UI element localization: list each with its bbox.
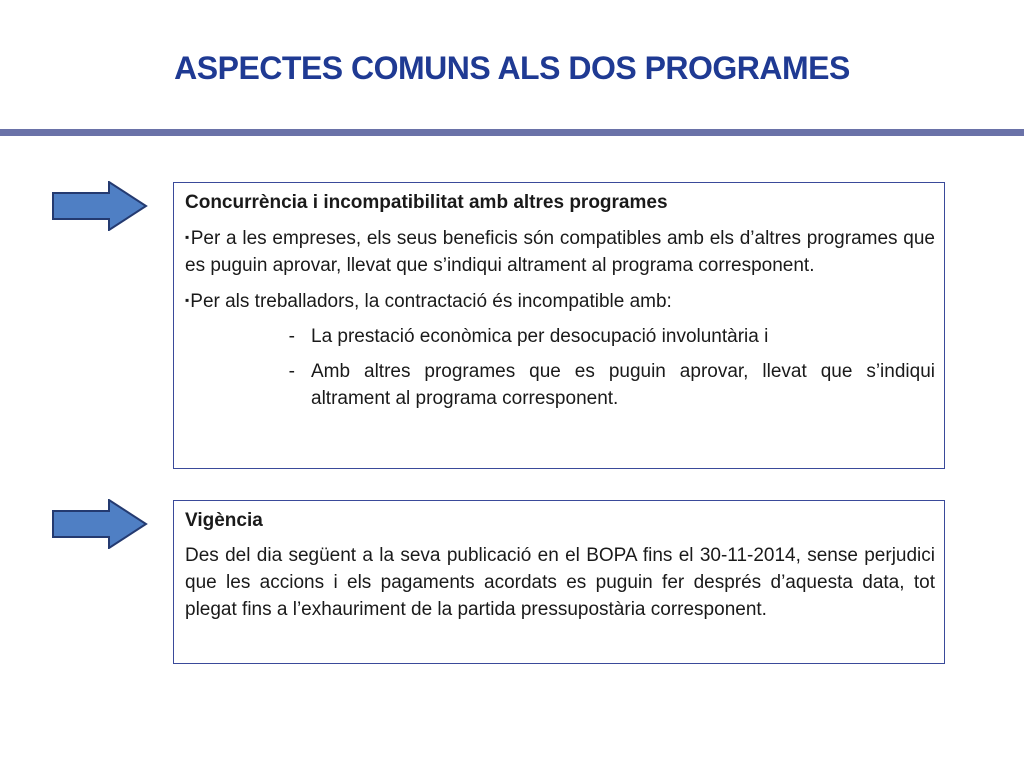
square-bullet-icon: ▪ (185, 293, 190, 307)
sub-text-other-programs: Amb altres programes que es puguin aprovar, llevat que s’indiqui altrament al programa corresponent. (311, 361, 935, 409)
right-arrow-icon (52, 181, 148, 231)
sub-text-unemployment: La prestació econòmica per desocupació involuntària i (311, 326, 769, 347)
bullet-item-workers (185, 287, 935, 315)
validity-heading: Vigència (185, 510, 263, 531)
bullet-text-companies: Per a les empreses, els seus beneficis són compatibles amb els d’altres programes que es puguin aprovar, llevat que s’indiqui altrament al programa corresponent. (185, 228, 935, 276)
sub-item-unemployment (185, 323, 935, 350)
sub-item-other-programs (185, 358, 935, 412)
slide-title: ASPECTES COMUNS ALS DOS PROGRAMES (174, 50, 850, 86)
concurrence-box (173, 182, 945, 469)
validity-box (173, 500, 945, 664)
right-arrow-icon (52, 499, 148, 549)
square-bullet-icon: ▪ (185, 230, 190, 244)
bullet-item-companies (185, 224, 935, 279)
bullet-text-workers: Per als treballadors, la contractació és incompatible amb: (190, 291, 672, 312)
dash-marker: - (288, 326, 295, 347)
validity-text: Des del dia següent a la seva publicació en el BOPA fins el 30-11-2014, sense perjudici que les accions i els pagaments acordats es puguin fer després d’aquesta data, tot plegat fins a l’exhauriment de la partida pressupostària corresponent. (185, 545, 935, 620)
concurrence-heading: Concurrència i incompatibilitat amb altres programes (185, 192, 668, 213)
dash-marker: - (288, 361, 295, 382)
title-divider (0, 129, 1024, 136)
